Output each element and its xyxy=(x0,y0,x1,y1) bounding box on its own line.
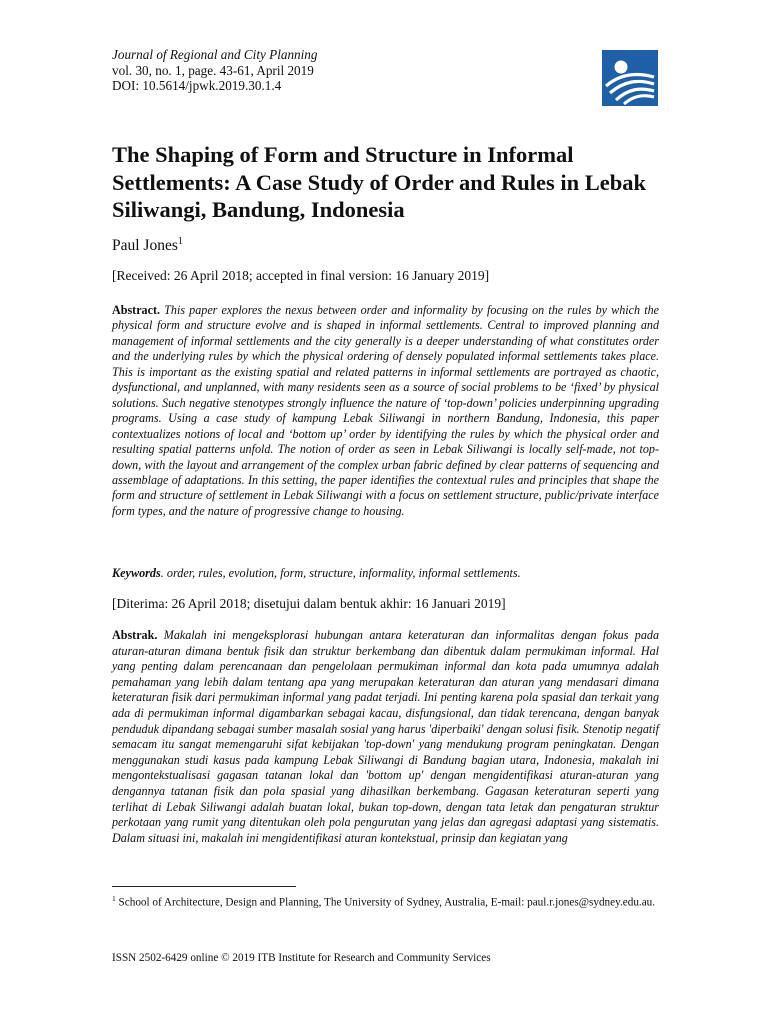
keywords-text: . order, rules, evolution, form, structure, informality, informal settlements. xyxy=(160,566,521,580)
keywords-line xyxy=(112,566,659,581)
abstrak-paragraph xyxy=(112,628,659,846)
abstract-text: This paper explores the nexus between order and informality by focusing on the rules by which the physical form and structure evolve and is shaped in informal settlements. Central to improved planning and management of informal settlements and the city generally is a deeper understanding of what constitutes order and the underlying rules by which the physical ordering of densely populated informal settlements takes place. This is important as the existing spatial and related patterns in informal settlements are portrayed as chaotic, dysfunctional, and unplanned, with many residents seen as a source of social problems to be ‘fixed’ by physical solutions. Such negative stenotypes strongly influence the nature of ‘top-down’ policies underpinning upgrading programs. Using a case study of kampung Lebak Siliwangi in northern Bandung, Indonesia, this paper contextualizes notions of local and ‘bottom up’ order by identifying the rules by which the physical order and resulting spatial patterns unfold. The notion of order as seen in Lebak Siliwangi is locally self-made, not top-down, with the layout and arrangement of the complex urban fabric defined by clear patterns of sequencing and assemblage of adaptations. In this setting, the paper identifies the contextual rules and principles that shape the form and structure of settlement in Lebak Siliwangi with a focus on settlement structure, public/private interface form types, and the nature of progressive change to housing. xyxy=(112,303,659,518)
paper-title: The Shaping of Form and Structure in Informal Settlements: A Case Study of Order and Rules in Lebak Siliwangi, Bandung, Indonesia xyxy=(112,142,647,223)
diterima-dates: [Diterima: 26 April 2018; disetujui dalam bentuk akhir: 16 Januari 2019] xyxy=(112,596,506,611)
abstract-paragraph xyxy=(112,303,659,519)
footnote xyxy=(112,892,659,910)
journal-logo-icon xyxy=(602,50,658,106)
author-line xyxy=(112,236,183,255)
journal-doi: DOI: 10.5614/jpwk.2019.30.1.4 xyxy=(112,78,282,93)
footnote-divider xyxy=(112,886,296,887)
footnote-mark: 1 xyxy=(112,894,116,903)
abstrak-label: Abstrak. xyxy=(112,628,158,642)
footnote-text: School of Architecture, Design and Planning, The University of Sydney, Australia, E-mail: paul.r.jones@sydney.edu.au. xyxy=(115,896,656,909)
author-name: Paul Jones xyxy=(112,237,178,255)
abstract-label: Abstract. xyxy=(112,303,161,317)
issn-line: ISSN 2502-6429 online © 2019 ITB Institute for Research and Community Services xyxy=(112,952,491,964)
journal-volume: vol. 30, no. 1, page. 43-61, April 2019 xyxy=(112,62,314,78)
keywords-label: Keywords xyxy=(112,566,161,580)
journal-header xyxy=(112,47,318,94)
abstrak-text: Makalah ini mengeksplorasi hubungan antara keteraturan dan informalitas dengan fokus pada aturan-aturan dimana bentuk fisik dan struktur berkembang dan dibentuk dalam permukiman informal. Hal yang penting dalam perencanaan dan pengelolaan permukiman informal dan kota pada umumnya adalah pemahaman yang lebih dalam tentang apa yang merupakan keteraturan dan aturan yang mendasari dimana keteraturan fisik dari permukiman informal yang padat terjadi. Ini penting karena pola spasial dan terkait yang ada di permukiman informal digambarkan sebagai kacau, disfungsional, dan tidak terencana, dengan banyak penduduk dipandang sebagai sumber masalah sosial yang harus 'diperbaiki' dengan solusi fisik. Stenotip negatif semacam itu sangat memengaruhi sifat kebijakan 'top-down' yang mendukung program peningkatan. Dengan menggunakan studi kasus pada kampung Lebak Siliwangi di Bandung bagian utara, Indonesia, makalah ini mengontekstualisasi gagasan tatanan lokal dan 'bottom up' dengan mengidentifikasi aturan-aturan yang dengannya tatanan fisik dan pola spasial yang dihasilkan berkembang. Gagasan keteraturan seperti yang terlihat di Lebak Siliwangi adalah buatan lokal, bukan top-down, dengan tata letak dan pengaturan struktur perkotaan yang rumit yang ditentukan oleh pola pengurutan yang jelas dan agregasi adaptasi yang sistematis. Dalam situasi ini, makalah ini mengidentifikasi aturan kontekstual, prinsip dan kegiatan yang xyxy=(112,628,659,845)
received-dates: [Received: 26 April 2018; accepted in final version: 16 January 2019] xyxy=(112,268,490,283)
journal-name: Journal of Regional and City Planning xyxy=(112,47,318,62)
author-footnote-mark: 1 xyxy=(177,236,183,247)
